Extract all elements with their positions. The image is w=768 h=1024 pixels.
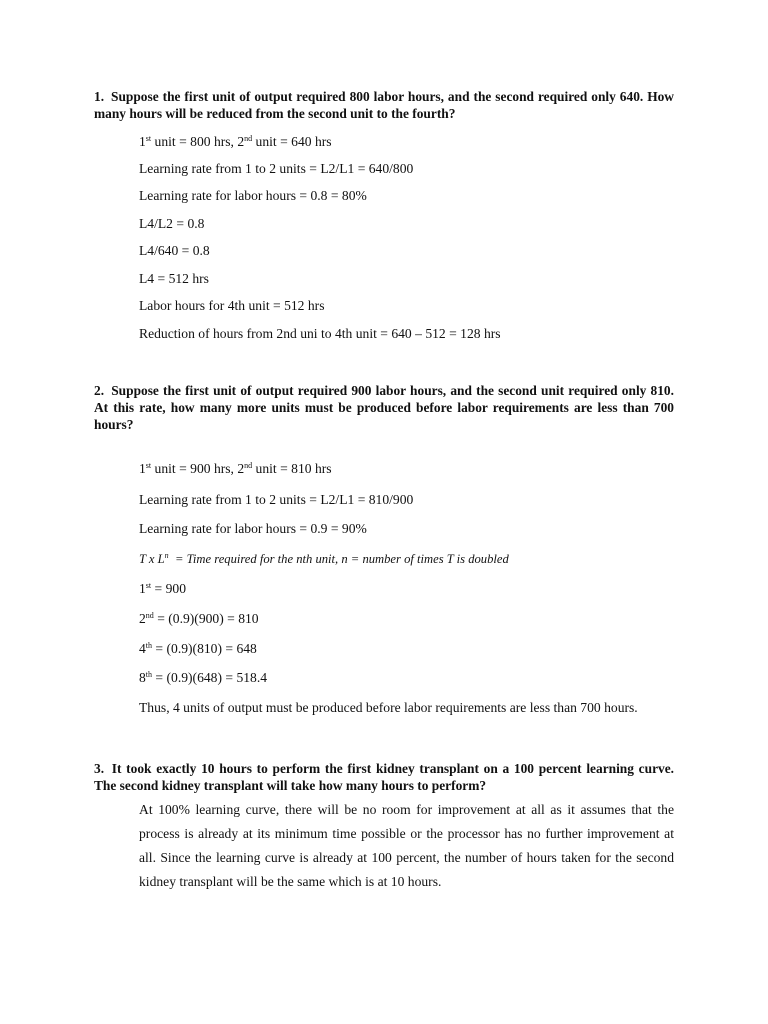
answer-line: Learning rate from 1 to 2 units = L2/L1 = 810/900 bbox=[139, 492, 414, 507]
answer-line: L4/L2 = 0.8 bbox=[139, 216, 205, 231]
answer-paragraph: At 100% learning curve, there will be no room for improvement at all as it assumes that the process is already at its minimum time possible or the processor has no further improvement at all. Since the learning curve is already at 100 percent, the number of hours taken for the second kidney transplant will be the same which is at 10 hours. bbox=[139, 802, 674, 889]
formula-line: T x $L^n$ = Time required for the nth unit, n = number of times T is doubled bbox=[139, 551, 509, 566]
answer-line: 1st unit = 800 hrs, 2nd unit = 640 hrs bbox=[139, 134, 332, 149]
question-number: 1. bbox=[94, 89, 105, 104]
question-text: It took exactly 10 hours to perform the first kidney transplant on a 100 percent learning curve. The second kidney transplant will take how many hours to perform? bbox=[94, 761, 674, 793]
answer-line: Learning rate from 1 to 2 units = L2/L1 = 640/800 bbox=[139, 161, 414, 176]
answer-line: 8th = (0.9)(648) = 518.4 bbox=[139, 670, 268, 685]
answer-line: Learning rate for labor hours = 0.8 = 80% bbox=[139, 188, 367, 203]
question-1 bbox=[94, 88, 674, 122]
question-number: 2. bbox=[94, 383, 105, 398]
answer-line: L4 = 512 hrs bbox=[139, 271, 209, 286]
question-3 bbox=[94, 760, 674, 794]
answer-line: Reduction of hours from 2nd uni to 4th unit = 640 – 512 = 128 hrs bbox=[139, 326, 501, 341]
answer-line: 2nd = (0.9)(900) = 810 bbox=[139, 611, 259, 626]
answer-line: Learning rate for labor hours = 0.9 = 90% bbox=[139, 521, 367, 536]
conclusion-line: Thus, 4 units of output must be produced before labor requirements are less than 700 hours. bbox=[139, 700, 638, 715]
question-number: 3. bbox=[94, 761, 105, 776]
answer-line: Labor hours for 4th unit = 512 hrs bbox=[139, 298, 325, 313]
question-text: Suppose the first unit of output required 800 labor hours, and the second required only 640. How many hours will be reduced from the second unit to the fourth? bbox=[94, 89, 674, 121]
answer-line: 4th = (0.9)(810) = 648 bbox=[139, 641, 257, 656]
answer-line: 1st unit = 900 hrs, 2nd unit = 810 hrs bbox=[139, 461, 332, 476]
answer-line: L4/640 = 0.8 bbox=[139, 243, 210, 258]
question-text: Suppose the first unit of output required 900 labor hours, and the second unit required only 810. At this rate, how many more units must be produced before labor requirements are less than 700 hours? bbox=[94, 383, 674, 432]
answer-line: 1st = 900 bbox=[139, 581, 186, 596]
question-2 bbox=[94, 382, 674, 433]
